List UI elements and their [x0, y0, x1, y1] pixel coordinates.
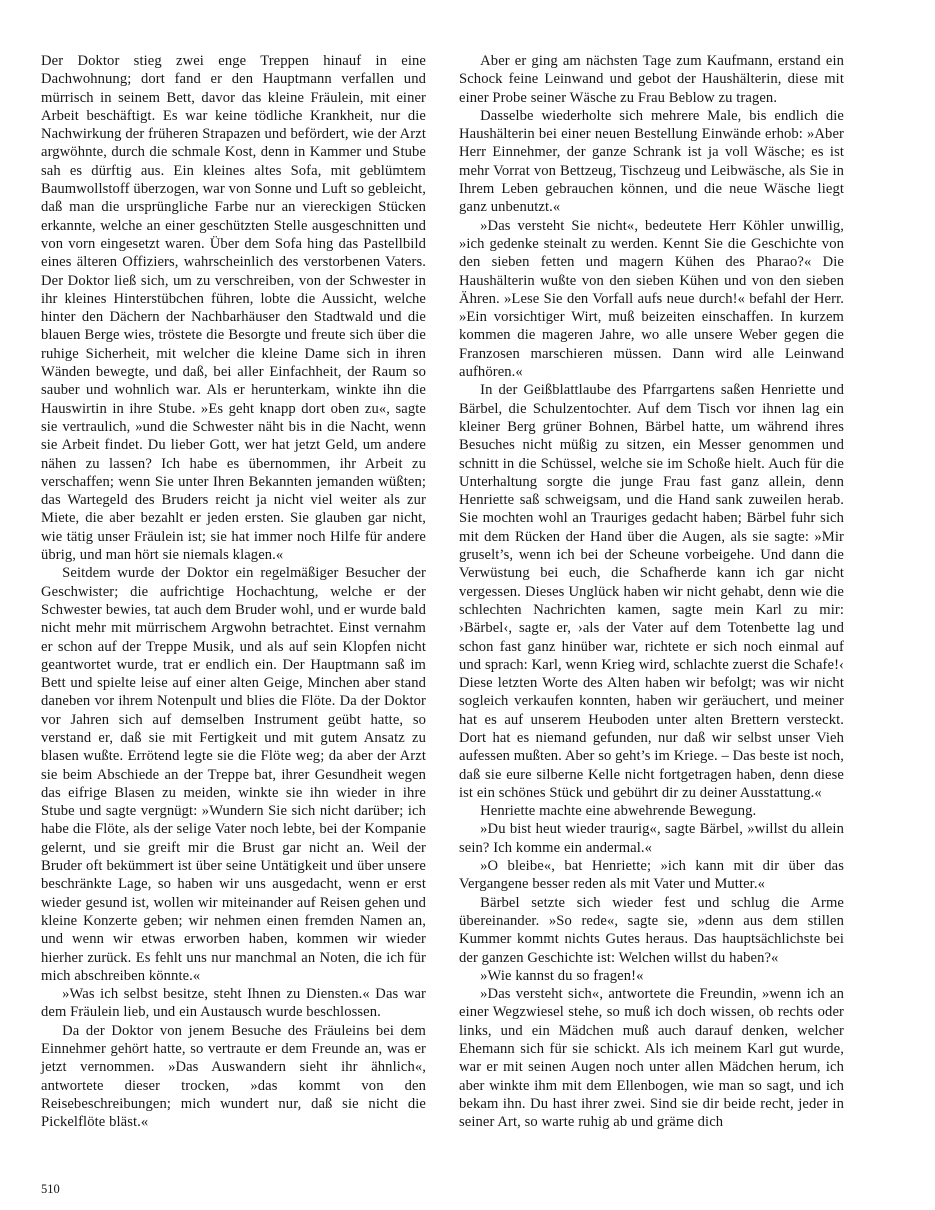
paragraph: Dasselbe wiederholte sich mehrere Male, bis endlich die Haushälterin bei einer neuen Bestellung Einwände erhob: »Aber Herr Einnehmer, der ganze Schrank ist ja voll Wäsche; es ist mehr Vorrat von Bettzeug, Tischzeug und Leibwäsche, als Sie in Ihrem Leben gebrauchen können, und die neue Wäsche liegt ganz unbenutzt.«: [459, 107, 844, 216]
paragraph: Bärbel setzte sich wieder fest und schlug die Arme übereinander. »So rede«, sagte sie, »denn aus dem stillen Kummer kommt nichts Gutes heraus. Das hauptsächlichste bei der ganzen Geschichte ist: Welchen willst du haben?«: [459, 894, 844, 966]
paragraph: »Wie kannst du so fragen!«: [480, 967, 644, 984]
left-column: [41, 52, 426, 1132]
paragraph: »Das versteht sich«, antwortete die Freundin, »wenn ich an einer Wegzwiesel stehe, so muß ich doch wissen, ob rechts oder links, und ein Mädchen muß auch darauf denken, welcher Ehemann sich für sie schickt. Als ich meinem Karl gut wurde, war er mit seinen Augen noch unter allen Mädchen herum, ich aber winkte ihm mit dem Ellenbogen, wie man so sagt, und ich bekam ihn. Du hast ihrer zwei. Sind sie dir beide recht, jeder in seiner Art, so warte ruhig ab und gräme dich: [459, 986, 844, 1131]
paragraph: »Das versteht Sie nicht«, bedeutete Herr Köhler unwillig, »ich gedenke steinalt zu werden. Kennt Sie die Geschichte von den sieben fetten und magern Kühen des Pharao?« Die Haushälterin wußte von den sieben Kühen und von den sieben Ähren. »Lese Sie den Vorfall aufs neue durch!« befahl der Herr. »Ein vorsichtiger Wirt, muß beizeiten einschaffen. In kurzem kommen die mageren Jahre, wo alle unsere Weber gegen die Franzosen marschieren müssen. Dann wird alle Leinwand aufhören.«: [459, 217, 844, 381]
paragraph: In der Geißblattlaube des Pfarrgartens saßen Henriette und Bärbel, die Schulzentochter. Auf dem Tisch vor ihnen lag ein kleiner Berg grüner Bohnen, Bärbel hatte, um während ihres Besuches nicht müßig zu sitzen, ein Messer genommen und schnitt in die Schüssel, welche sie im Schoße hielt. Auch für die Unterhaltung sorgte die junge Frau fast ganz allein, denn Henriette saß schweigsam, und die Hand sank zuweilen herab. Sie mochten wohl an Trauriges gedacht haben; Bärbel fuhr sich mit dem Rücken der Hand über die Augen, als sie sagte: »Mir gruselt’s, wenn ich bei der Scheune vorbeigehe. Und dann die Verwüstung bei euch, die Schafherde kann ich gar nicht vergessen. Dieses Unglück haben wir nicht gehabt, denn wie die schlechten Nachrichten kamen, sagte mein Karl zu mir: ›Bärbel‹, sagte er, ›als der Vater auf dem Totenbette lag und schon fast ganz hinüber war, richtete er sich noch einmal auf und sprach: Karl, wenn Krieg wird, schlachte zuerst die Schafe!‹ Diese letzten Worte des Alten haben wir befolgt; was wir nicht sogleich verkaufen konnten, haben wir geräuchert, und meiner hat es auf unserem Heuboden unter alten Brettern versteckt. Dort hat es niemand gefunden, nur daß wir selbst unser Vieh aufessen mußten. Aber so geht’s im Kriege. – Das beste ist noch, daß sie eure silberne Kelle nicht fortgetragen haben, denn diese ist ein schönes Stück und gebührt dir zu deiner Ausstattung.«: [459, 382, 844, 801]
page-number: 510: [41, 1182, 60, 1196]
paragraph: Aber er ging am nächsten Tage zum Kaufmann, erstand ein Schock feine Leinwand und gebot der Haushälterin, diese mit einer Probe seiner Wäsche zu Frau Beblow zu tragen.: [459, 53, 844, 106]
paragraph: Der Doktor stieg zwei enge Treppen hinauf in eine Dachwohnung; dort fand er den Hauptmann verfallen und mürrisch in seinem Bett, davor das kleine Fräulein, mit einer Arbeit beschäftigt. Es war keine tödliche Krankheit, nur die Nachwirkung der früheren Strapazen und befördert, wie der Arzt argwöhnte, durch die schmale Kost, denn in Kammer und Stube sah es dürftig aus. Ein kleines altes Sofa, mit geblümtem Baumwollstoff überzogen, war von Sonne und Luft so gebleicht, daß man die ursprüngliche Farbe nur an viereckigen Stücken erkannte, welche an einer geschützten Stelle ausgeschnitten und von vorn eingesetzt waren. Über dem Sofa hing das Pastellbild eines älteren Offiziers, wahrscheinlich des verstorbenen Vaters. Der Doktor ließ sich, um zu verschreiben, von der Schwester in ihr kleines Hinterstübchen führen, lobte die Aussicht, welche hinter den Dächern der Nachbarhäuser den Stadtwald und die blauen Berge wies, tröstete die Besorgte und freute sich über die ruhige Sicherheit, mit welcher die kleine Dame sich in ihren Wänden bewegte, und daß, bei aller Einfachheit, der Raum so sauber und wohnlich war. Als er herunterkam, winkte ihn die Hauswirtin in ihre Stube. »Es geht knapp dort oben zu«, sagte sie vertraulich, »und die Schwester näht bis in die Nacht, wenn sie Arbeit findet. Du lieber Gott, wer hat jetzt Geld, um andere nähen zu lassen? Ich habe es übernommen, ihr Arbeit zu verschaffen; wenn Sie unter Ihren Bekannten jemanden wüßten; das Wartegeld des Bruders reicht ja nicht viel weiter als zur Miete, die aber bezahlt er jeden ersten. Sie glauben gar nicht, wie tätig unser Fräulein ist; sie hat immer noch Hilfe für andere übrig, und man hört sie niemals klagen.«: [41, 53, 426, 564]
paragraph: »Du bist heut wieder traurig«, sagte Bärbel, »willst du allein sein? Ich komme ein andermal.«: [459, 821, 844, 856]
text-columns: [41, 52, 845, 1132]
paragraph: »Was ich selbst besitze, steht Ihnen zu Diensten.« Das war dem Fräulein lieb, und ein Austausch wurde beschlossen.: [41, 986, 426, 1021]
paragraph: Henriette machte eine abwehrende Bewegung.: [480, 803, 757, 820]
paragraph: Seitdem wurde der Doktor ein regelmäßiger Besucher der Geschwister; die aufrichtige Hochachtung, welche er der Schwester bewies, tat auch dem Bruder wohl, und er wurde bald nicht mehr mit mürrischem Argwohn betrachtet. Einst vernahm er schon auf der Treppe Musik, und als auf sein Klopfen nicht geantwortet wurde, trat er endlich ein. Der Hauptmann saß im Bett und spielte leise auf einer alten Geige, Minchen aber stand daneben vor ihrem Notenpult und blies die Flöte. Da der Doktor vor Jahren sich auf demselben Instrument geübt hatte, so verstand er, daß sie mit Fertigkeit und mit gutem Ansatz zu blasen wußte. Errötend legte sie die Flöte weg; da aber der Arzt sie beim Abschiede an der Treppe bat, ihrer Gesundheit wegen das eifrige Blasen zu meiden, winkte sie ihn wieder in ihre Stube und sagte vergnügt: »Wundern Sie sich nicht darüber; ich habe die Flöte, als der selige Vater noch lebte, bei der Kompanie gelernt, und sie greift mir die Brust gar nicht an. Weil der Bruder oft bekümmert ist über seine Untätigkeit und über unsere beschränkte Lage, so haben wir uns ausgedacht, wenn er erst wieder gesund ist, wollen wir miteinander auf Reisen gehen und kleine Konzerte geben; wir nehmen einen fremden Namen an, und wenn wir etwas erworben haben, kommen wir wieder hierher zurück. Es fehlt uns nur manchmal an Noten, die ich für mich abschreiben könnte.«: [41, 565, 426, 984]
paragraph: Da der Doktor von jenem Besuche des Fräuleins bei dem Einnehmer gehört hatte, so vertraute er dem Freunde an, was er jetzt vernommen. »Das Auswandern sieht ihr ähnlich«, antwortete dieser trocken, »das kommt von den Reisebeschreibungen; mich wundert nur, daß sie nicht die Pickelflöte bläst.«: [41, 1022, 426, 1131]
right-column: [459, 52, 844, 1132]
paragraph: »O bleibe«, bat Henriette; »ich kann mit dir über das Vergangene besser reden als mit Vater und Mutter.«: [459, 858, 844, 893]
